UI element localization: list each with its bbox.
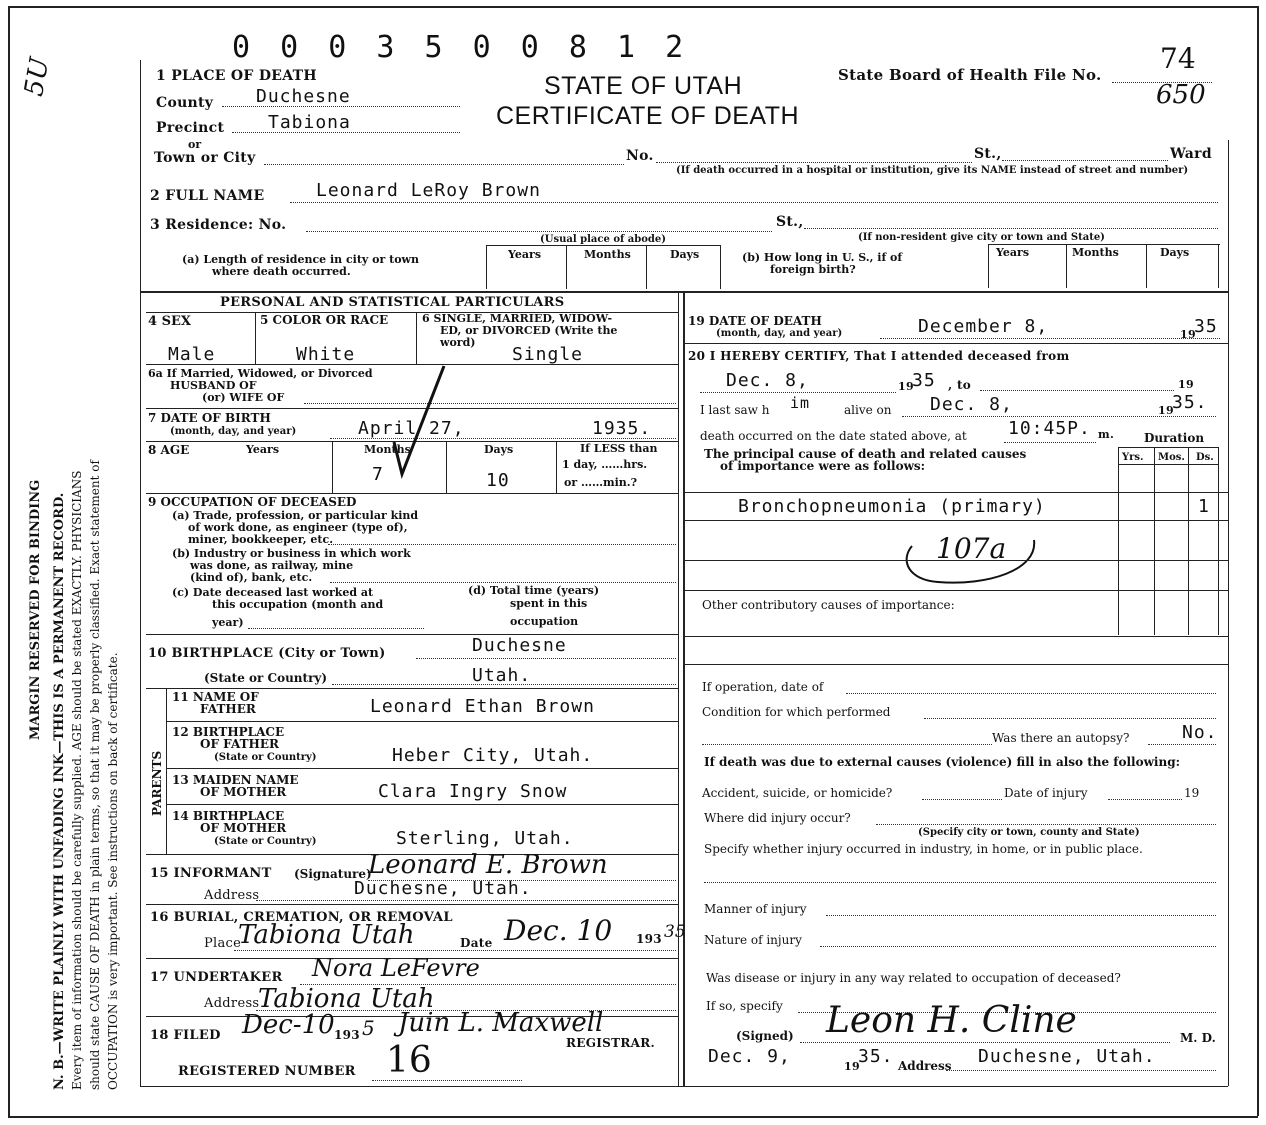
birthplace-state-label: (State or Country) — [204, 671, 328, 685]
less-label-1: If LESS than — [580, 442, 658, 455]
occupation-c-1: (c) Date deceased last worked at — [172, 586, 374, 599]
marital-label-2: ED, or DIVORCED (Write the — [440, 324, 618, 337]
age-days-header: Days — [484, 443, 514, 456]
marital-label: 6 SINGLE, MARRIED, WIDOW- — [422, 312, 613, 325]
or-label: or — [188, 138, 202, 151]
occupation-c-3: year) — [212, 616, 244, 629]
injury-year: 19 — [1184, 786, 1200, 800]
last-saw-label: I last saw h — [700, 403, 770, 417]
title-certificate: CERTIFICATE OF DEATH — [496, 102, 800, 130]
autopsy-value: No. — [1182, 722, 1218, 743]
parents-side-label: PARENTS — [150, 750, 164, 816]
father-name: Leonard Ethan Brown — [370, 696, 595, 717]
burial-place: Tabiona Utah — [238, 920, 415, 950]
nature-label: Nature of injury — [704, 933, 802, 947]
town-label: Town or City — [154, 150, 256, 166]
occupation-b-1: (b) Industry or business in which work — [172, 547, 411, 560]
principal-cause-label: The principal cause of death and related causes — [704, 447, 1027, 461]
death-year-prefix: 19 — [1180, 328, 1196, 341]
age-months-value: 7 — [372, 464, 384, 485]
filed-date: Dec-10 — [242, 1010, 335, 1040]
margin-line-4: OCCUPATION is very important. See instructions on back of certificate. — [106, 652, 120, 1090]
informant-signature: Leonard E. Brown — [368, 850, 608, 880]
father-label: 11 NAME OF — [172, 690, 259, 704]
res-months-header: Months — [584, 248, 631, 261]
manner-label: Manner of injury — [704, 902, 807, 916]
dob-year: 1935. — [592, 418, 652, 439]
file-no-value: 74 — [1160, 42, 1196, 75]
mother-label: 13 MAIDEN NAME — [172, 773, 299, 787]
death-occurred-label: death occurred on the date stated above, at — [700, 429, 967, 443]
father-label-2: FATHER — [200, 702, 256, 716]
serial-number: 0 0 0 3 5 0 0 8 1 2 — [232, 30, 690, 65]
hospital-note: (If death occurred in a hospital or institution, give its NAME instead of street and number) — [676, 165, 1189, 176]
mother-birthplace-label-2: OF MOTHER — [200, 821, 287, 835]
occupation-b-3: (kind of), bank, etc. — [190, 571, 313, 584]
m-label: m. — [1098, 428, 1115, 441]
attended-from-year: 35 — [912, 370, 936, 391]
where-injury-label: Where did injury occur? — [704, 811, 851, 825]
usa-months-header: Months — [1072, 246, 1119, 259]
birthplace-state: Utah. — [472, 665, 532, 686]
autopsy-label: Was there an autopsy? — [992, 731, 1130, 745]
file-no-label: State Board of Health File No. — [838, 66, 1102, 84]
form-left-border — [140, 60, 141, 1086]
date-of-death-sub: (month, day, and year) — [716, 328, 843, 339]
accident-label: Accident, suicide, or homicide? — [702, 786, 893, 800]
usa-years-header: Years — [996, 246, 1030, 259]
md-label: M. D. — [1180, 1031, 1216, 1045]
color-value: White — [296, 344, 356, 365]
date-of-death: December 8, — [918, 316, 1049, 337]
filed-year: 5 — [362, 1016, 375, 1040]
contributory-label: Other contributory causes of importance: — [702, 598, 955, 612]
alive-on-label: alive on — [844, 403, 892, 417]
title-state: STATE OF UTAH — [544, 72, 743, 100]
full-name-label: 2 FULL NAME — [150, 188, 265, 204]
filed-year-prefix: 193 — [334, 1028, 360, 1042]
burial-year: 35 — [664, 922, 686, 942]
residence-a-label-2: where death occurred. — [212, 265, 351, 278]
occupation-c-2: this occupation (month and — [212, 598, 384, 611]
father-birthplace: Heber City, Utah. — [392, 745, 594, 766]
father-birthplace-label: 12 BIRTHPLACE — [172, 725, 285, 739]
informant-signature-label: (Signature) — [294, 867, 372, 881]
ward-label: Ward — [1170, 146, 1212, 162]
alive-year-prefix: 19 — [1158, 404, 1174, 417]
where-injury-note: (Specify city or town, county and State) — [918, 827, 1140, 838]
precinct-label: Precinct — [156, 120, 225, 136]
right-edge — [1257, 6, 1259, 1116]
dob-month-day: April 27, — [358, 418, 465, 439]
form-right-border — [1228, 140, 1229, 1086]
condition-label: Condition for which performed — [702, 705, 891, 719]
duration-mos: Mos. — [1158, 452, 1185, 463]
mother-birthplace: Sterling, Utah. — [396, 828, 574, 849]
registrar-label: REGISTRAR. — [566, 1036, 656, 1050]
duration-yrs: Yrs. — [1122, 452, 1144, 463]
if-so-label: If so, specify — [706, 999, 783, 1013]
undertaker-label: 17 UNDERTAKER — [150, 970, 283, 985]
column-divider — [683, 291, 685, 1086]
burial-date: Dec. 10 — [504, 914, 613, 947]
age-days-value: 10 — [486, 470, 510, 491]
age-months-header: Months — [364, 443, 411, 456]
occupation-d-1: (d) Total time (years) — [468, 584, 600, 597]
mother-name: Clara Ingry Snow — [378, 781, 568, 802]
res-years-header: Years — [508, 248, 542, 261]
margin-line-3: should state CAUSE OF DEATH in plain terms, so that it may be properly classified. Exact statement of — [88, 460, 102, 1090]
bottom-edge — [8, 1116, 1258, 1118]
burial-label: 16 BURIAL, CREMATION, OR REMOVAL — [150, 910, 453, 925]
county-label: County — [156, 95, 214, 111]
primary-cause-days: 1 — [1198, 496, 1210, 517]
left-edge — [8, 6, 10, 1116]
spouse-label-2: HUSBAND OF — [170, 379, 257, 392]
registered-number: 16 — [386, 1040, 432, 1081]
principal-cause-label-2: of importance were as follows: — [720, 459, 926, 473]
informant-address-label: Address — [204, 888, 260, 903]
residence-b-label: (b) How long in U. S., if of — [742, 251, 903, 264]
margin-binding-text: MARGIN RESERVED FOR BINDING — [28, 479, 43, 740]
age-label: 8 AGE — [148, 443, 190, 457]
spouse-label: 6a If Married, Widowed, or Divorced — [148, 367, 373, 380]
attended-from-year-prefix: 19 — [898, 380, 914, 393]
residence-b-label-2: foreign birth? — [770, 263, 856, 276]
st-label: St., — [974, 146, 1002, 162]
registrar-signature: Juin L. Maxwell — [398, 1008, 604, 1038]
occupation-d-3: occupation — [510, 615, 579, 628]
signed-year-prefix: 19 — [844, 1060, 860, 1073]
death-year: 35 — [1194, 316, 1218, 337]
mother-birthplace-label: 14 BIRTHPLACE — [172, 809, 285, 823]
less-label-3: or ……min.? — [564, 476, 638, 489]
birthplace-city: Duchesne — [472, 635, 567, 656]
occupation-d-2: spent in this — [510, 597, 588, 610]
form-bottom-border — [140, 1086, 1228, 1087]
occupation-related-label: Was disease or injury in any way related to occupation of deceased? — [706, 971, 1121, 985]
age-years-header: Years — [246, 443, 280, 456]
occupation-a-3: miner, bookkeeper, etc. — [188, 533, 334, 546]
last-saw-pronoun: im — [790, 394, 811, 412]
physician-signature: Leon H. Cline — [826, 1000, 1077, 1041]
check-mark-icon — [386, 362, 456, 482]
duration-label: Duration — [1144, 431, 1205, 445]
duration-ds: Ds. — [1196, 452, 1214, 463]
primary-cause: Bronchopneumonia (primary) — [738, 496, 1046, 517]
abode-note: (Usual place of abode) — [540, 234, 666, 245]
spouse-label-3: (or) WIFE OF — [202, 391, 285, 404]
occupation-a-1: (a) Trade, profession, or particular kind — [172, 509, 419, 522]
signed-year: 35. — [858, 1046, 894, 1067]
margin-line-1: N. B.—WRITE PLAINLY WITH UNFADING INK—THIS IS A PERMANENT RECORD. — [52, 492, 67, 1090]
residence-st-label: St., — [776, 214, 804, 230]
to-label: , to — [948, 378, 972, 392]
marital-value: Single — [512, 344, 584, 365]
physician-address-label: Address — [898, 1059, 952, 1073]
file-no-value-2: 650 — [1156, 80, 1206, 110]
occupation-heading: 9 OCCUPATION OF DECEASED — [148, 495, 357, 509]
nonres-note: (If non-resident give city or town and State) — [858, 232, 1105, 243]
no-label: No. — [626, 148, 654, 164]
mother-birthplace-label-3: (State or Country) — [214, 836, 317, 847]
burial-date-label: Date — [460, 936, 493, 950]
sex-label: 4 SEX — [148, 314, 191, 329]
alive-date: Dec. 8, — [930, 394, 1013, 415]
top-edge — [8, 6, 1258, 8]
usa-days-header: Days — [1160, 246, 1190, 259]
alive-year: 35. — [1172, 392, 1208, 413]
cause-code: 107a — [936, 532, 1007, 565]
date-of-death-label: 19 DATE OF DEATH — [688, 314, 822, 328]
informant-label: 15 INFORMANT — [150, 866, 272, 881]
precinct-value: Tabiona — [268, 112, 351, 133]
attended-from-date: Dec. 8, — [726, 370, 809, 391]
corner-mark: 5U — [19, 55, 56, 99]
informant-address: Duchesne, Utah. — [354, 878, 532, 899]
margin-line-2: Every item of information should be carefully supplied. AGE should be stated EXACTLY. PHYSICIANS — [70, 470, 84, 1090]
dob-sub: (month, day, and year) — [170, 426, 297, 437]
signed-label: (Signed) — [736, 1029, 794, 1043]
to-year-prefix: 19 — [1178, 378, 1194, 391]
dob-label: 7 DATE OF BIRTH — [148, 411, 271, 425]
signed-date: Dec. 9, — [708, 1046, 791, 1067]
res-days-header: Days — [670, 248, 700, 261]
physician-address: Duchesne, Utah. — [978, 1046, 1156, 1067]
operation-label: If operation, date of — [702, 680, 824, 694]
burial-place-label: Place — [204, 936, 242, 951]
undertaker-address-label: Address — [204, 996, 260, 1011]
place-heading: 1 PLACE OF DEATH — [156, 68, 317, 84]
specify-injury-label: Specify whether injury occurred in industry, in home, or in public place. — [704, 842, 1143, 856]
undertaker-name: Nora LeFevre — [312, 954, 480, 982]
less-label-2: 1 day, ……hrs. — [562, 458, 648, 471]
registered-number-label: REGISTERED NUMBER — [178, 1064, 356, 1079]
residence-label: 3 Residence: No. — [150, 217, 287, 233]
undertaker-address: Tabiona Utah — [258, 984, 435, 1014]
full-name-value: Leonard LeRoy Brown — [316, 180, 541, 201]
death-time: 10:45P. — [1008, 418, 1091, 439]
residence-a-label: (a) Length of residence in city or town — [182, 253, 420, 266]
sex-value: Male — [168, 344, 216, 365]
marital-label-3: word) — [440, 336, 476, 349]
occupation-a-2: of work done, as engineer (type of), — [188, 521, 408, 534]
burial-year-prefix: 193 — [636, 932, 662, 946]
personal-heading: PERSONAL AND STATISTICAL PARTICULARS — [220, 295, 565, 310]
county-value: Duchesne — [256, 86, 351, 107]
certify-text: 20 I HEREBY CERTIFY, That I attended deceased from — [688, 349, 1070, 363]
filed-label: 18 FILED — [150, 1028, 221, 1043]
birthplace-label: 10 BIRTHPLACE (City or Town) — [148, 646, 386, 661]
external-causes-label: If death was due to external causes (violence) fill in also the following: — [704, 755, 1181, 769]
occupation-b-2: was done, as railway, mine — [190, 559, 354, 572]
injury-date-label: Date of injury — [1004, 786, 1088, 800]
father-birthplace-label-3: (State or Country) — [214, 752, 317, 763]
color-label: 5 COLOR OR RACE — [260, 313, 389, 327]
cause-code-circle-icon — [898, 520, 1048, 590]
mother-label-2: OF MOTHER — [200, 785, 287, 799]
father-birthplace-label-2: OF FATHER — [200, 737, 280, 751]
